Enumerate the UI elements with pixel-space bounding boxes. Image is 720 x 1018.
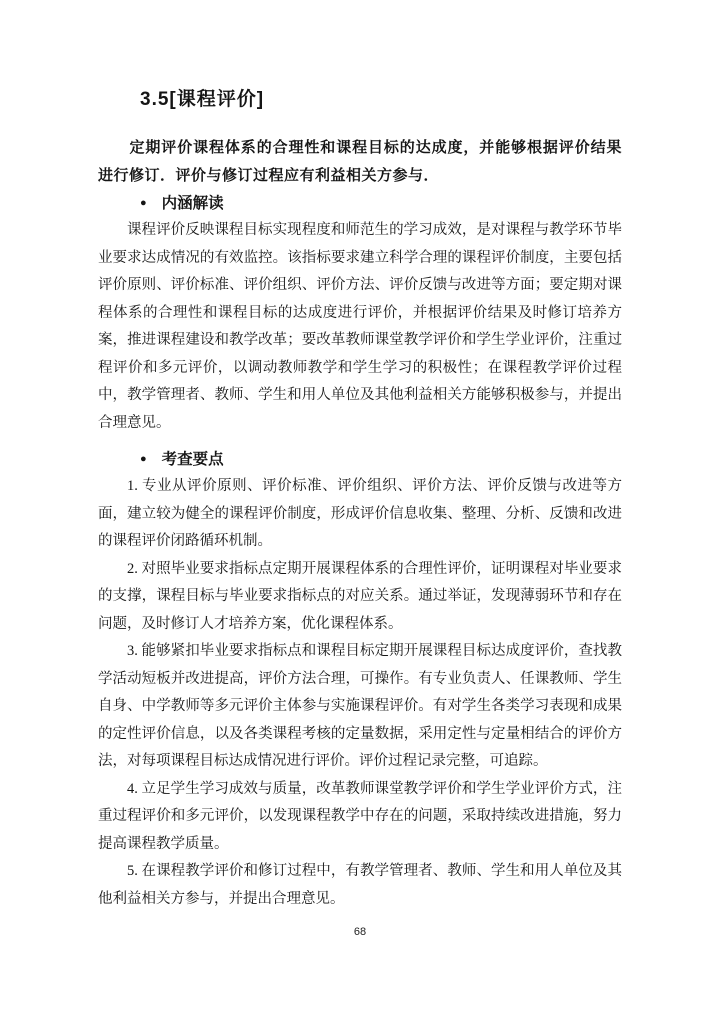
page-number: 68	[353, 926, 367, 938]
connotation-paragraph: 课程评价反映课程目标实现程度和师范生的学习成效，是对课程与教学环节毕业要求达成情况的有效监控。该指标要求建立科学合理的课程评价制度，主要包括评价原则、评价标准、评价组织、评价方法、评价反馈与改进等方面；要定期对课程体系的合理性和课程目标的达成度进行评价，并根据评价结果及时修订培养方案，推进课程建设和教学改革；要改革教师课堂教学评价和学生学业评价，注重过程评价和多元评价，以调动教师教学和学生学习的积极性；在课程教学评价过程中，教学管理者、教师、学生和用人单位及其他利益相关方能够积极参与，并提出合理意见。	[98, 222, 622, 431]
examination-item-1: 1. 专业从评价原则、评价标准、评价组织、评价方法、评价反馈与改进等方面，建立较为健全的课程评价制度，形成评价信息收集、整理、分析、反馈和改进的课程评价闭路循环机制。	[98, 478, 622, 549]
bullet-icon: ●	[140, 197, 147, 209]
standard-statement: 定期评价课程体系的合理性和课程目标的达成度，并能够根据评价结果进行修订．评价与修订过程应有利益相关方参与．	[98, 139, 622, 184]
connotation-heading-label: 内涵解读	[161, 195, 224, 212]
examination-heading-label: 考查要点	[161, 451, 224, 468]
bullet-icon: ●	[140, 453, 147, 465]
section-title: 3.5[课程评价]	[140, 89, 265, 110]
connotation-heading	[140, 190, 622, 217]
examination-item-4: 4. 立足学生学习成效与质量，改革教师课堂教学评价和学生学业评价方式，注重过程评价和多元评价，以发现课程教学中存在的问题，采取持续改进措施，努力提高课程教学质量。	[98, 780, 622, 852]
examination-item-2: 2. 对照毕业要求指标点定期开展课程体系的合理性评价，证明课程对毕业要求的支撑，课程目标与毕业要求指标点的对应关系。通过举证，发现薄弱环节和存在问题，及时修订人才培养方案，优化课程体系。	[98, 560, 622, 632]
examination-item-5: 5. 在课程教学评价和修订过程中，有教学管理者、教师、学生和用人单位及其他利益相关方参与，并提出合理意见。	[98, 863, 622, 907]
document-content	[98, 86, 622, 913]
examination-item-3: 3. 能够紧扣毕业要求指标点和课程目标定期开展课程目标达成度评价，查找教学活动短板并改进提高，评价方法合理，可操作。有专业负责人、任课教师、学生自身、中学教师等多元评价主体参与实施课程评价。有对学生各类学习表现和成果的定性评价信息，以及各类课程考核的定量数据，采用定性与定量相结合的评价方法，对每项课程目标达成情况进行评价。评价过程记录完整，可追踪。	[98, 643, 622, 769]
examination-heading	[140, 446, 622, 473]
